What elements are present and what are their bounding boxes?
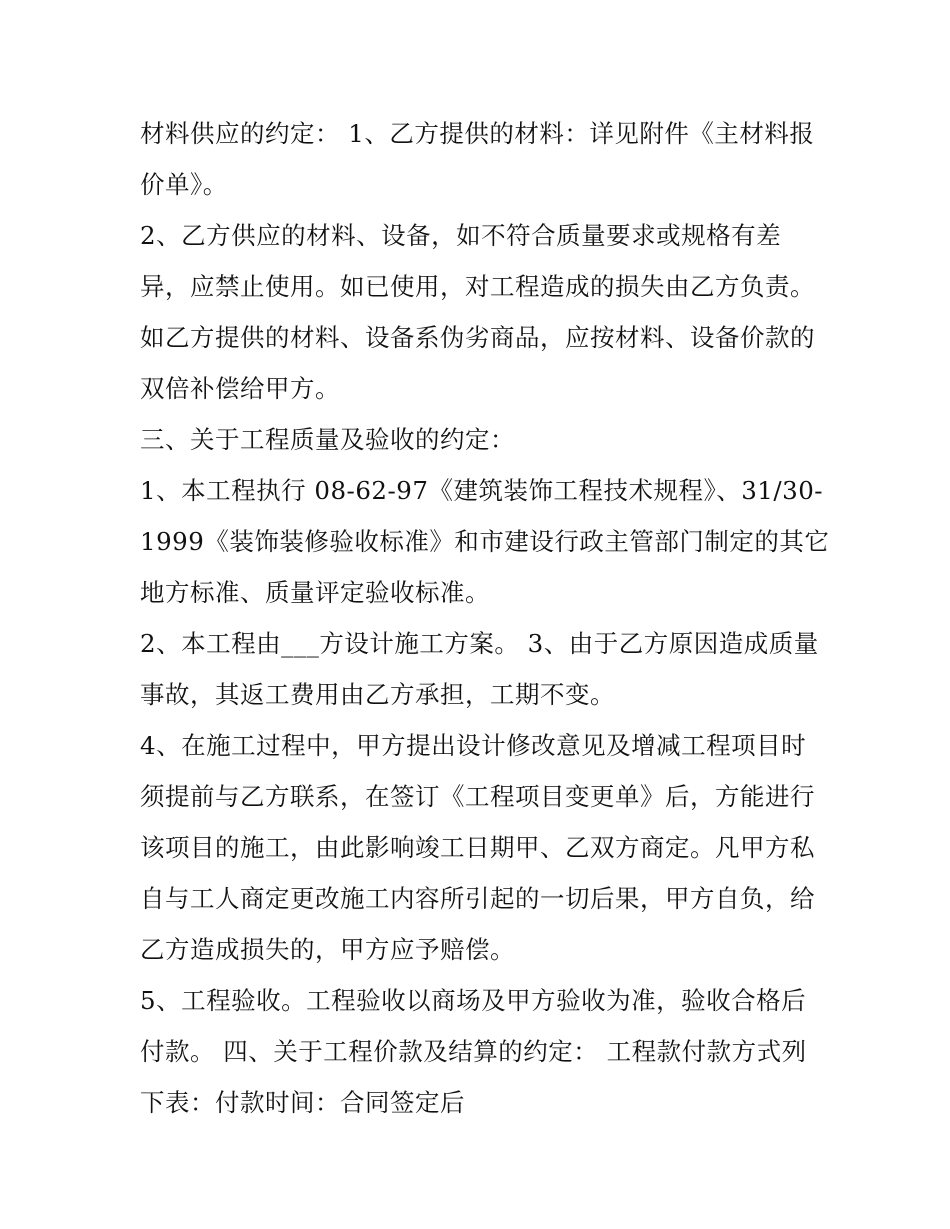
text-line: 下表：付款时间：合同签定后 — [140, 1088, 465, 1117]
text-line: 4、在施工过程中，甲方提出设计修改意见及增减工程项目时 — [140, 731, 807, 760]
text-line: 1999《装饰装修验收标准》和市建设行政主管部门制定的其它 — [140, 527, 830, 556]
text-line: 2、本工程由___方设计施工方案。 3、由于乙方原因造成质量 — [140, 629, 819, 658]
text-line: 双倍补偿给甲方。 — [140, 374, 340, 403]
text-line: 1、本工程执行 08-62-97《建筑装饰工程技术规程》、31/30- — [140, 476, 824, 505]
text-line: 5、工程验收。工程验收以商场及甲方验收为准，验收合格后 — [140, 986, 807, 1015]
text-line: 异，应禁止使用。如已使用，对工程造成的损失由乙方负责。 — [140, 272, 815, 301]
text-line: 乙方造成损失的，甲方应予赔偿。 — [140, 935, 515, 964]
text-line: 事故，其返工费用由乙方承担，工期不变。 — [140, 680, 615, 709]
text-line: 须提前与乙方联系，在签订《工程项目变更单》后，方能进行 — [140, 782, 815, 811]
text-line: 该项目的施工，由此影响竣工日期甲、乙双方商定。凡甲方私 — [140, 833, 815, 862]
document-body — [140, 108, 830, 1128]
text-line: 地方标准、质量评定验收标准。 — [140, 578, 490, 607]
text-line: 如乙方提供的材料、设备系伪劣商品，应按材料、设备价款的 — [140, 323, 815, 352]
text-line: 自与工人商定更改施工内容所引起的一切后果，甲方自负，给 — [140, 884, 815, 913]
text-line: 付款。 四、关于工程价款及结算的约定： 工程款付款方式列 — [140, 1037, 807, 1066]
text-line: 2、乙方供应的材料、设备，如不符合质量要求或规格有差 — [140, 221, 782, 250]
text-line: 三、关于工程质量及验收的约定： — [140, 425, 515, 454]
text-line: 价单》。 — [140, 170, 228, 199]
text-line: 材料供应的约定： 1、乙方提供的材料：详见附件《主材料报 — [140, 119, 815, 148]
